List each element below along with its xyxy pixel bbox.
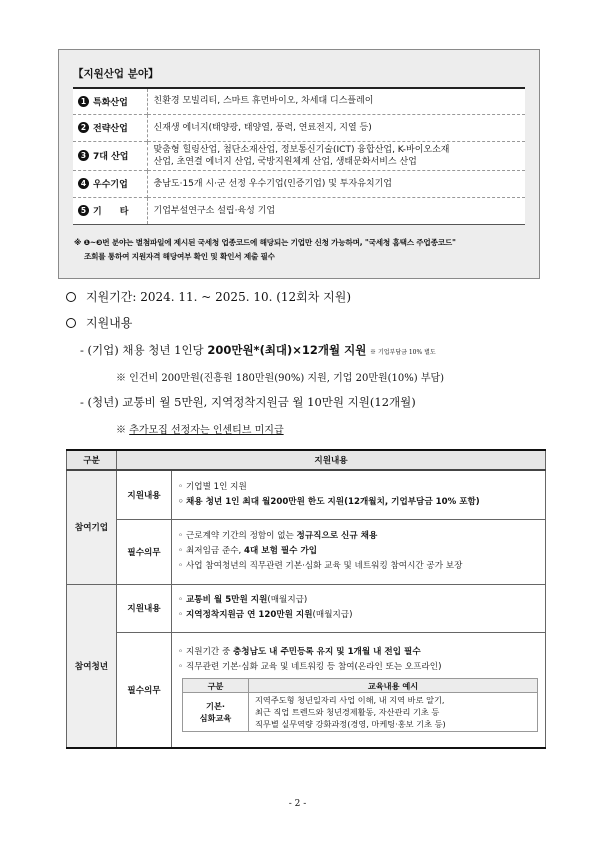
- sub-label: 지원내용: [117, 584, 172, 632]
- industry-desc: 친환경 모빌리티, 스마트 휴먼바이오, 차세대 디스플레이: [153, 96, 374, 107]
- list-item: ◦ 채용 청년 1인 최대 월200만원 한도 지원(12개월치, 기업부담금 10% 포함): [178, 496, 480, 507]
- employer-share-note: ※ 기업부담금 10% 별도: [370, 349, 436, 356]
- hollow-circle-icon: [66, 318, 76, 328]
- list-item: ◦ 지역정착지원금 연 120만원 지원(매월지급): [178, 610, 353, 620]
- support-industries-table: [73, 87, 525, 225]
- sub-label: 필수의무: [117, 632, 172, 748]
- education-example: 직무별 실무역량 강화과정(경영, 마케팅·홍보 기초 등): [255, 719, 446, 730]
- education-example: 지역주도형 청년일자리 사업 이해, 내 지역 바로 알기,: [255, 695, 445, 706]
- industry-label: 우수기업: [93, 180, 128, 190]
- table-row: [67, 584, 546, 632]
- list-item: ◦ 최저임금 준수, 4대 보험 필수 가입: [178, 546, 318, 556]
- industry-row: [73, 114, 525, 141]
- support-period: 지원기간: 2024. 11. ~ 2025. 10. (12회차 지원): [66, 288, 351, 305]
- industry-label: 기 타: [93, 207, 129, 217]
- education-example: 최근 직업 트렌드와 청년경제활동, 자산관리 기초 등: [255, 707, 440, 718]
- industry-row: [73, 197, 525, 224]
- number-badge: 2: [78, 122, 89, 133]
- company-support-line: - (기업) 채용 청년 1인당 200만원*(최대)×12개월 지원 ※ 기업부담금 10% 별도: [80, 343, 436, 357]
- category-youth: 참여청년: [67, 584, 117, 748]
- industry-desc-line: 맞춤형 힐링산업, 첨단소재산업, 정보통신기술(ICT) 융합산업, K-바이오소재: [153, 144, 450, 155]
- industry-label: 전략산업: [93, 124, 128, 134]
- industry-row: [73, 170, 525, 197]
- industry-desc: 충남도·15개 시·군 선정 우수기업(인증기업) 및 투자유치기업: [147, 170, 525, 197]
- list-item: ◦ 지원기간 중 충청남도 내 주민등록 유지 및 1개월 내 전입 필수: [178, 647, 421, 658]
- education-examples-table: [182, 678, 538, 732]
- number-badge: 5: [78, 205, 89, 216]
- number-badge: 3: [78, 150, 89, 161]
- support-details-table: [66, 449, 546, 749]
- labor-cost-note: ※ 인건비 200만원(진흥원 180만원(90%) 지원, 기업 20만원(10%) 부담): [116, 373, 445, 384]
- header-category: 구분: [67, 450, 117, 470]
- additional-recruit-note: ※ 추가모집 선정자는 인센티브 미지급: [116, 425, 284, 436]
- table-header-row: [67, 450, 546, 470]
- number-badge: 4: [78, 178, 89, 189]
- list-item: ◦ 근로계약 기간의 정함이 없는 정규직으로 신규 채용: [178, 531, 378, 541]
- support-content-heading: 지원내용: [66, 314, 132, 331]
- inner-row: 기본· 심화교육 지역주도형 청년일자리 사업 이해, 내 지역 바로 알기, 최근 직업 트렌드와 청년경제활동, 자산관리 기초 등 직무별 실무역량 강화과정(경영, 마케팅·홍보 기초 등): [183, 693, 538, 732]
- hollow-circle-icon: [66, 292, 76, 302]
- industry-desc: 신재생 에너지(태양광, 태양열, 풍력, 연료전지, 지열 등): [147, 114, 525, 141]
- sub-label: 필수의무: [117, 519, 172, 584]
- industry-row: [73, 88, 525, 114]
- header-content: 지원내용: [117, 450, 546, 470]
- number-badge: 1: [78, 96, 89, 107]
- list-item: ◦ 기업별 1인 지원: [178, 481, 247, 492]
- sub-label: 지원내용: [117, 470, 172, 519]
- category-company: 참여기업: [67, 470, 117, 584]
- table-row: [67, 470, 546, 519]
- support-industries-box: [58, 49, 540, 279]
- table-row: [67, 632, 546, 748]
- inner-header-row: 구분 교육내용 예시: [183, 679, 538, 693]
- industry-desc: 기업부설연구소 설립·육성 기업: [147, 197, 525, 224]
- industry-row: [73, 141, 525, 170]
- support-box-note: ※ ❶~❸번 분야는 별첨파일에 제시된 국세청 업종코드에 해당되는 기업만 신청 가능하며, "국세청 홈택스 주업종코드" 조회를 통하여 지원자격 해당여부 확인 및 확인서 제출 필수: [74, 238, 456, 261]
- support-box-title: 【지원산업 분야】: [73, 68, 159, 80]
- youth-support-line: - (청년) 교통비 월 5만원, 지역정착지원금 월 10만원 지원(12개월): [80, 395, 416, 409]
- industry-desc-line: 산업, 초연결 에너지 산업, 국방지원체계 산업, 생태문화서비스 산업: [153, 156, 417, 167]
- list-item: ◦ 교통비 월 5만원 지원(매월지급): [178, 595, 308, 605]
- industry-label: 7대 산업: [93, 152, 129, 162]
- list-item: ◦ 직무관련 기본·심화 교육 및 네트워킹 등 참여(온라인 또는 오프라인): [178, 662, 442, 673]
- page-number: - 2 -: [288, 799, 307, 809]
- industry-label: 특화산업: [93, 97, 128, 108]
- list-item: ◦ 사업 참여청년의 직무관련 기본·심화 교육 및 네트워킹 참여시간 공가 보장: [178, 561, 463, 571]
- table-row: [67, 519, 546, 584]
